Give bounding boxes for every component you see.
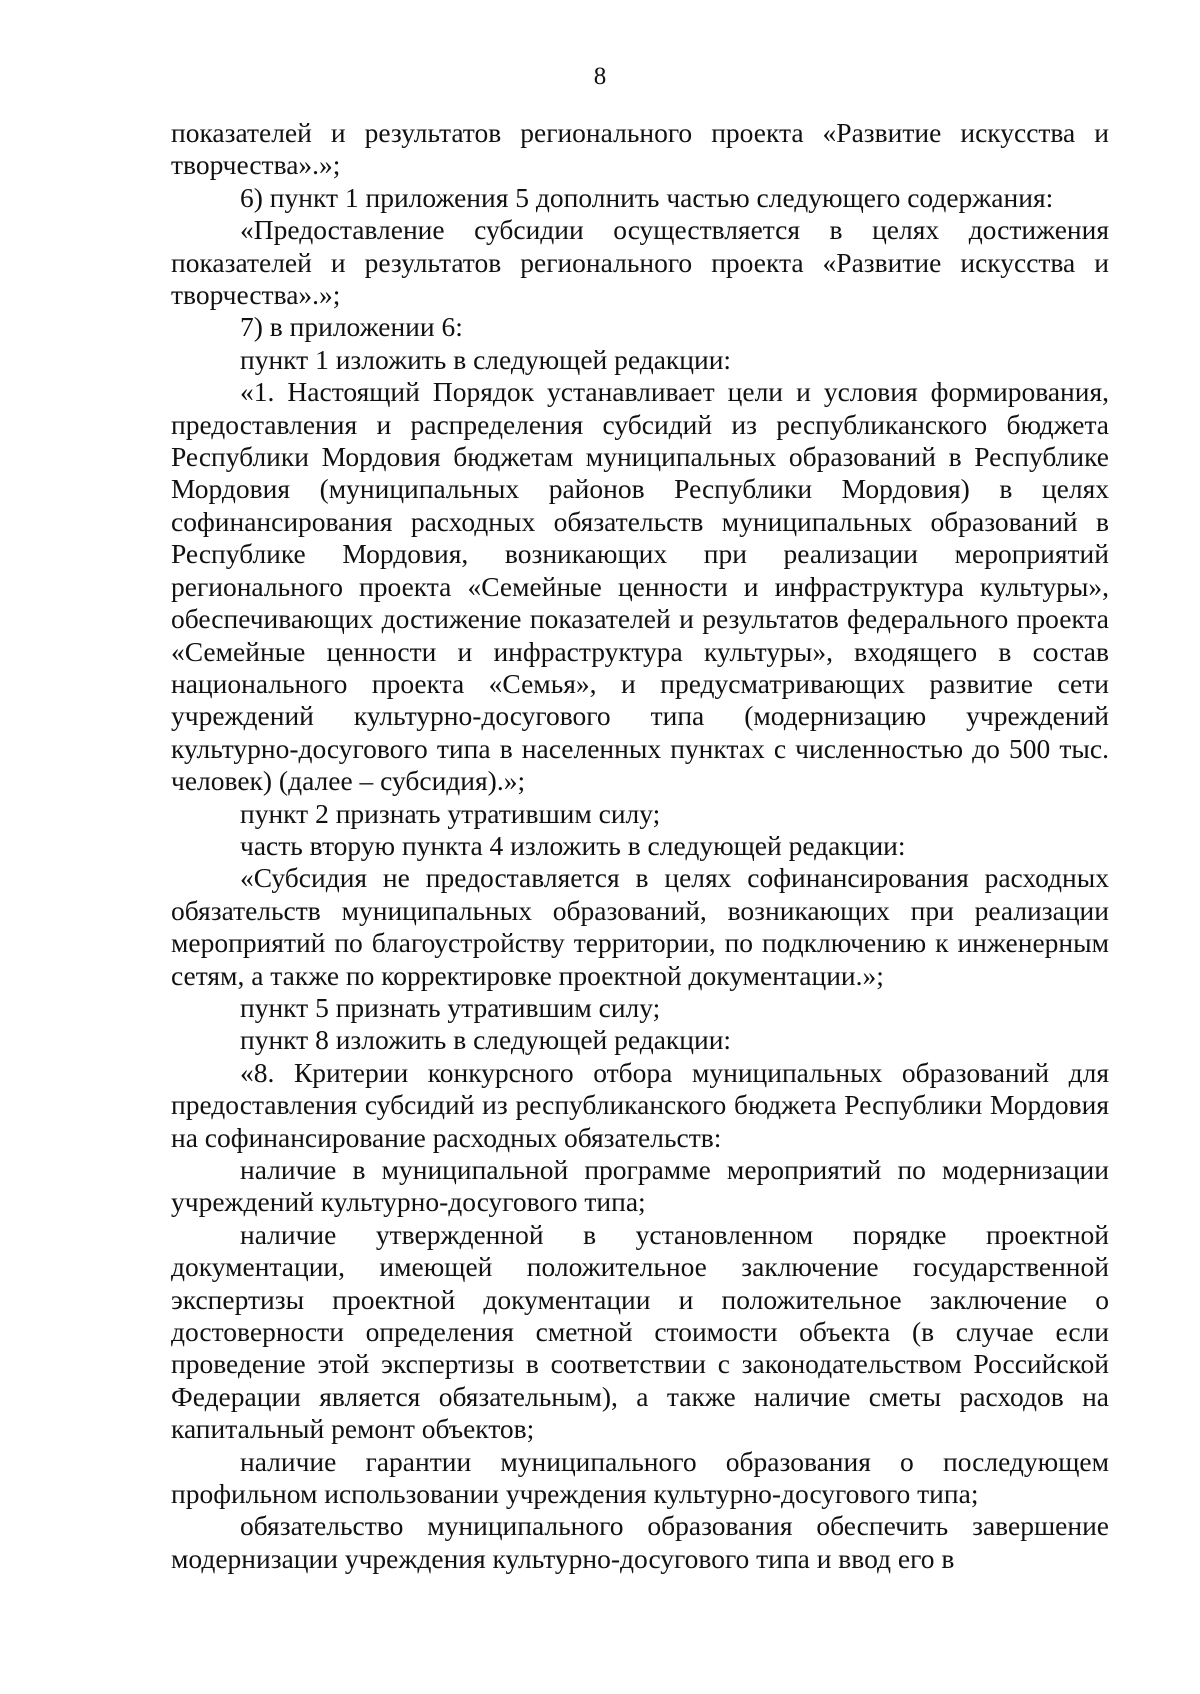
paragraph: пункт 1 изложить в следующей редакции:: [240, 343, 732, 375]
paragraph: пункт 5 признать утратившим силу;: [240, 991, 661, 1023]
paragraph: наличие гарантии муниципального образования о последующем профильном использовании учреждения культурно-досугового типа;: [171, 1445, 1109, 1510]
paragraph: обязательство муниципального образования обеспечить завершение модернизации учреждения культурно-досугового типа и ввод его в: [171, 1510, 1109, 1574]
paragraph: «1. Настоящий Порядок устанавливает цели и условия формирования, предоставления и распределения субсидий из республиканского бюджета Республики Мордовия бюджетам муниципальных образований в Республике Мордовия (муниципальных районов Республики Мордовия) в целях софинансирования расходных обязательств муниципальных образований в Республике Мордовия, возникающих при реализации мероприятий регионального проекта «Семейные ценности и инфраструктура культуры», обеспечивающих достижение показателей и результатов федерального проекта «Семейные ценности и инфраструктура культуры», входящего в состав национального проекта «Семья», и предусматривающих развитие сети учреждений культурно-досугового типа (модернизацию учреждений культурно-досугового типа в населенных пунктах с численностью до 500 тыс. человек) (далее – субсидия).»;: [171, 376, 1109, 797]
paragraph: наличие утвержденной в установленном порядке проектной документации, имеющей положительное заключение государственной экспертизы проектной документации и положительное заключение о достоверности определения сметной стоимости объекта (в случае если проведение этой экспертизы в соответствии с законодательством Российской Федерации является обязательным), а также наличие сметы расходов на капитальный ремонт объектов;: [171, 1218, 1109, 1445]
paragraph: часть вторую пункта 4 изложить в следующей редакции:: [240, 829, 906, 861]
paragraph: пункт 8 изложить в следующей редакции:: [240, 1024, 732, 1056]
page-number: 8: [593, 63, 607, 90]
paragraph: наличие в муниципальной программе мероприятий по модернизации учреждений культурно-досугового типа;: [171, 1154, 1109, 1218]
paragraph: 6) пункт 1 приложения 5 дополнить частью следующего содержания:: [240, 181, 1054, 213]
paragraph: 7) в приложении 6:: [240, 311, 463, 343]
paragraph: «8. Критерии конкурсного отбора муниципальных образований для предоставления субсидий из республиканского бюджета Республики Мордовия на софинансирование расходных обязательств:: [171, 1056, 1109, 1153]
paragraph: пункт 2 признать утратившим силу;: [240, 797, 661, 829]
paragraph: показателей и результатов регионального проекта «Развитие искусства и творчества».»;: [171, 117, 1109, 181]
paragraph: «Субсидия не предоставляется в целях софинансирования расходных обязательств муниципальных образований, возникающих при реализации мероприятий по благоустройству территории, по подключению к инженерным сетям, а также по корректировке проектной документации.»;: [171, 862, 1109, 991]
document-body: [171, 117, 1109, 1575]
paragraph: «Предоставление субсидии осуществляется в целях достижения показателей и результатов регионального проекта «Развитие искусства и творчества».»;: [171, 214, 1109, 311]
